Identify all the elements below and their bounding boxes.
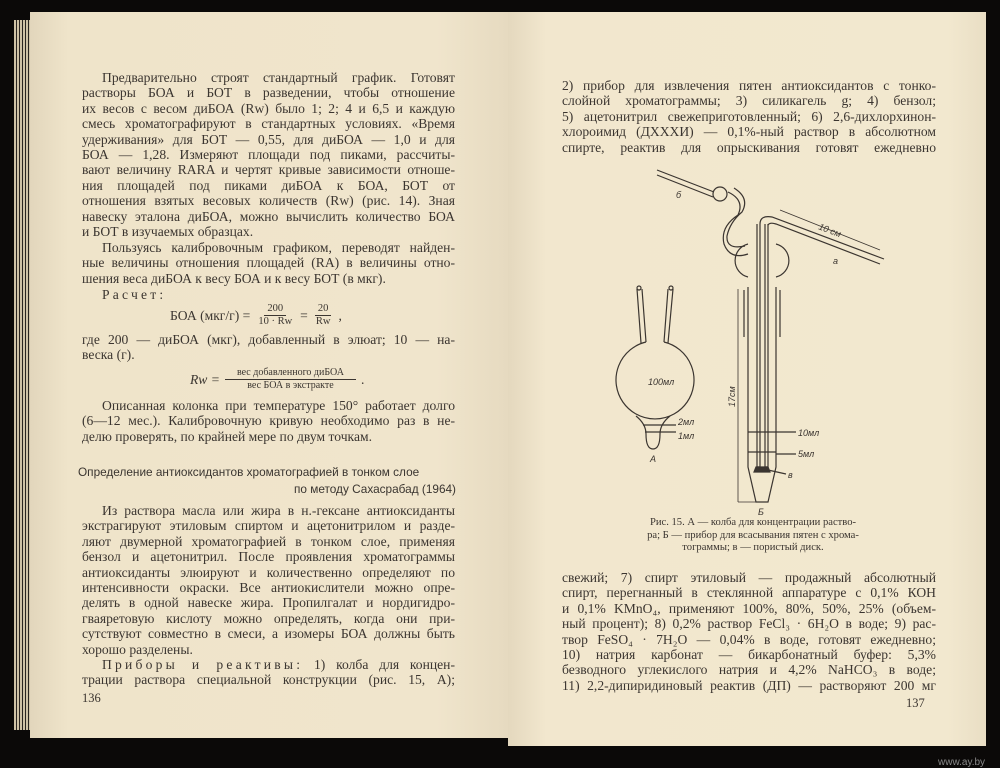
text-line: хлороимид (ДХХХИ) — 0,1%-ный раствор в абсолютном (562, 124, 936, 140)
text-line: 10) натрия карбонат — бикарбонатный буфер: 5,3% (562, 646, 936, 662)
text-line: смесь хроматографируют в стандартных условиях. «Время (82, 116, 455, 132)
text-line: (6—12 мес.). Калибровочную кривую необходимо раз в не- (82, 413, 455, 429)
formula-boa (170, 303, 342, 328)
paragraph-5 (82, 503, 455, 657)
page-edges (14, 20, 30, 730)
formula-lhs: Rw = (190, 371, 220, 387)
text-line: вают величину RARA и чертят кривые зависимости отноше- (82, 162, 455, 178)
label-a-flask: А (650, 454, 657, 464)
text-line: делять в одной навеске жира. Пропилгалат и нордигидро- (82, 595, 455, 611)
text-line: веска (г). (82, 347, 135, 363)
paragraph-4 (82, 398, 455, 444)
watermark: www.ay.by (938, 757, 986, 768)
right-page (508, 12, 986, 768)
paragraph-2 (562, 570, 936, 693)
text: 1) колба для концен- (313, 657, 455, 672)
label-5ml: 5мл (798, 449, 815, 459)
paragraph-2 (82, 240, 455, 286)
label-2ml: 2мл (678, 417, 695, 427)
label-10cm: 10 см (817, 221, 843, 240)
calc-label: Расчет: (102, 287, 167, 302)
label-10ml: 10мл (798, 428, 820, 438)
text-line: ния площадей под пиками диБОА к БОА, БОТ от (82, 177, 455, 193)
paragraph-1 (82, 70, 455, 239)
label-1ml: 1мл (678, 431, 695, 441)
label-arm-a: а (833, 256, 839, 266)
numerator: 20 (315, 303, 332, 316)
text-line: их весов с весом диБОА (Rw) было 1; 2; 4 и 6,5 и каждую (82, 100, 455, 116)
text-line (82, 657, 455, 672)
page-number: 137 (906, 696, 925, 710)
text-line: свежий; 7) спирт этиловый — продажный абсолютный (562, 570, 936, 585)
text-line: гваяретовую кислоту можно определять, когда они при- (82, 610, 455, 626)
text-line: 2) прибор для извлечения пятен антиоксидантов с тонко- (562, 78, 936, 93)
text-line: навеску эталона диБОА, можно вычислить количество БОА (82, 208, 455, 224)
period: . (361, 371, 365, 387)
text-line: Предварительно строят стандартный график. Готовят (102, 70, 455, 85)
text-line: спирте, реактив для опрыскивания готовят ежедневно (562, 139, 936, 155)
text-line: Из раствора масла или жира в н.-гексане антиоксиданты (102, 503, 455, 518)
text-line: растворы БОА и БОТ в разведении, чтобы отношение (82, 85, 455, 101)
label-arm-b: б (676, 190, 682, 200)
page-number: 136 (82, 691, 101, 705)
formula-lhs: БОА (мкг/г) = (170, 307, 251, 323)
label-b-apparatus: Б (758, 507, 764, 517)
text-line: трации раствора специальной конструкции (рис. 15, А); (82, 672, 455, 688)
text-line: ный процент); 8) 0,2% раствор FeCl₃ · 6H₂O в воде; 9) рас- (562, 616, 936, 632)
denominator: вес БОА в экстракте (247, 380, 334, 391)
figure-caption (603, 517, 903, 555)
formula-rw (190, 367, 364, 392)
apparatus-b (657, 170, 884, 502)
text-line: экстрагируют этиловым спиртом и ацетонитрилом и разде- (82, 518, 455, 534)
text-line: и БОТ в изучаемых образцах. (82, 223, 254, 239)
denominator: 10 · Rw (258, 316, 293, 327)
comma: , (338, 307, 342, 323)
text-line: Описанная колонка при температуре 150° работает долго (102, 398, 455, 413)
text-line: 11) 2,2-дипиридиновый реактив (ДП) — растворяют 200 мг (562, 677, 936, 693)
paragraph-1 (562, 78, 936, 155)
text-line: делю проверять, по крайней мере по двум точкам. (82, 428, 372, 444)
fraction (313, 303, 334, 328)
text-line: спирт, перегнанный в стеклянной аппаратуре с 0,1% КОН (562, 585, 936, 601)
text-line: ра; Б — прибор для всасывания пятен с хрома- (647, 529, 859, 541)
numerator: 200 (264, 303, 286, 316)
label-disk: в (788, 470, 793, 480)
text-line: Пользуясь калибровочным графиком, переводят найден- (102, 240, 455, 255)
fraction (225, 367, 356, 392)
text-line: хорошо разделены. (82, 641, 193, 657)
text-line: сутствуют совместно в смеси, а изомеры БОА должны быть (82, 626, 455, 642)
text-line: удерживания» для БОТ — 0,55, для диБОА — 1,0 и для (82, 131, 455, 147)
label-17cm: 17см (727, 386, 737, 407)
text-line: тограммы; в — пористый диск. (682, 542, 824, 553)
paragraph-3 (82, 332, 455, 363)
section-heading (78, 464, 456, 498)
paragraph-6 (82, 657, 455, 688)
text-line: антиоксиданты элюируют и количественно определяют по (82, 564, 455, 580)
denominator: Rw (315, 316, 331, 327)
text-line: шения веса диБОА к весу БОА и к весу БОТ (в мкг). (82, 270, 386, 286)
label-flask-volume: 100мл (648, 377, 675, 387)
spaced-term: Приборы и реактивы: (102, 657, 304, 672)
text-line: 5) ацетонитрил свежеприготовленный; 6) 2,6-дихлорхинон- (562, 108, 936, 124)
equals: = (300, 307, 308, 323)
text-line: твор FeSO₄ · 7H₂O — 0,04% в воде, готовят ежедневно; (562, 631, 936, 647)
text-line: и 0,1% KMnO₄, применяют 100%, 80%, 50%, 25% (объем- (562, 600, 936, 616)
heading-line: по методу Сахасрабад (1964) (293, 482, 456, 496)
text-line: Рис. 15. А — колба для концентрации раство- (649, 517, 857, 528)
text-line: безводного углекислого натрия и 4,2% NaHCO₃ в воде; (562, 662, 936, 678)
text-line: ные величины отношения площадей (RA) в величины отно- (82, 255, 455, 271)
text-line: интенсивности окраски. Все антиокислители можно опре- (82, 579, 455, 595)
text-line: отношения взятых весовых количеств (Rw) (рис. 14). Зная (82, 193, 455, 209)
text-line: ляют двумерной хроматографией в тонком слое, применяя (82, 533, 455, 549)
text-line: бензол и ацетонитрил. После проявления хроматограммы (82, 549, 455, 565)
text-line: БОА — 1,28. Измеряют площади под пиками, рассчиты- (82, 146, 455, 162)
fraction (255, 303, 295, 328)
text-line: слойной хроматограммы; 3) силикагель g; 4) бензол; (562, 93, 936, 109)
numerator: вес добавленного диБОА (225, 367, 356, 380)
heading-line: Определение антиоксидантов хроматографией в тонком слое (78, 465, 420, 479)
figure-15 (508, 157, 986, 527)
left-page (30, 12, 508, 738)
text-line: где 200 — диБОА (мкг), добавленный в элюат; 10 — на- (82, 332, 455, 347)
